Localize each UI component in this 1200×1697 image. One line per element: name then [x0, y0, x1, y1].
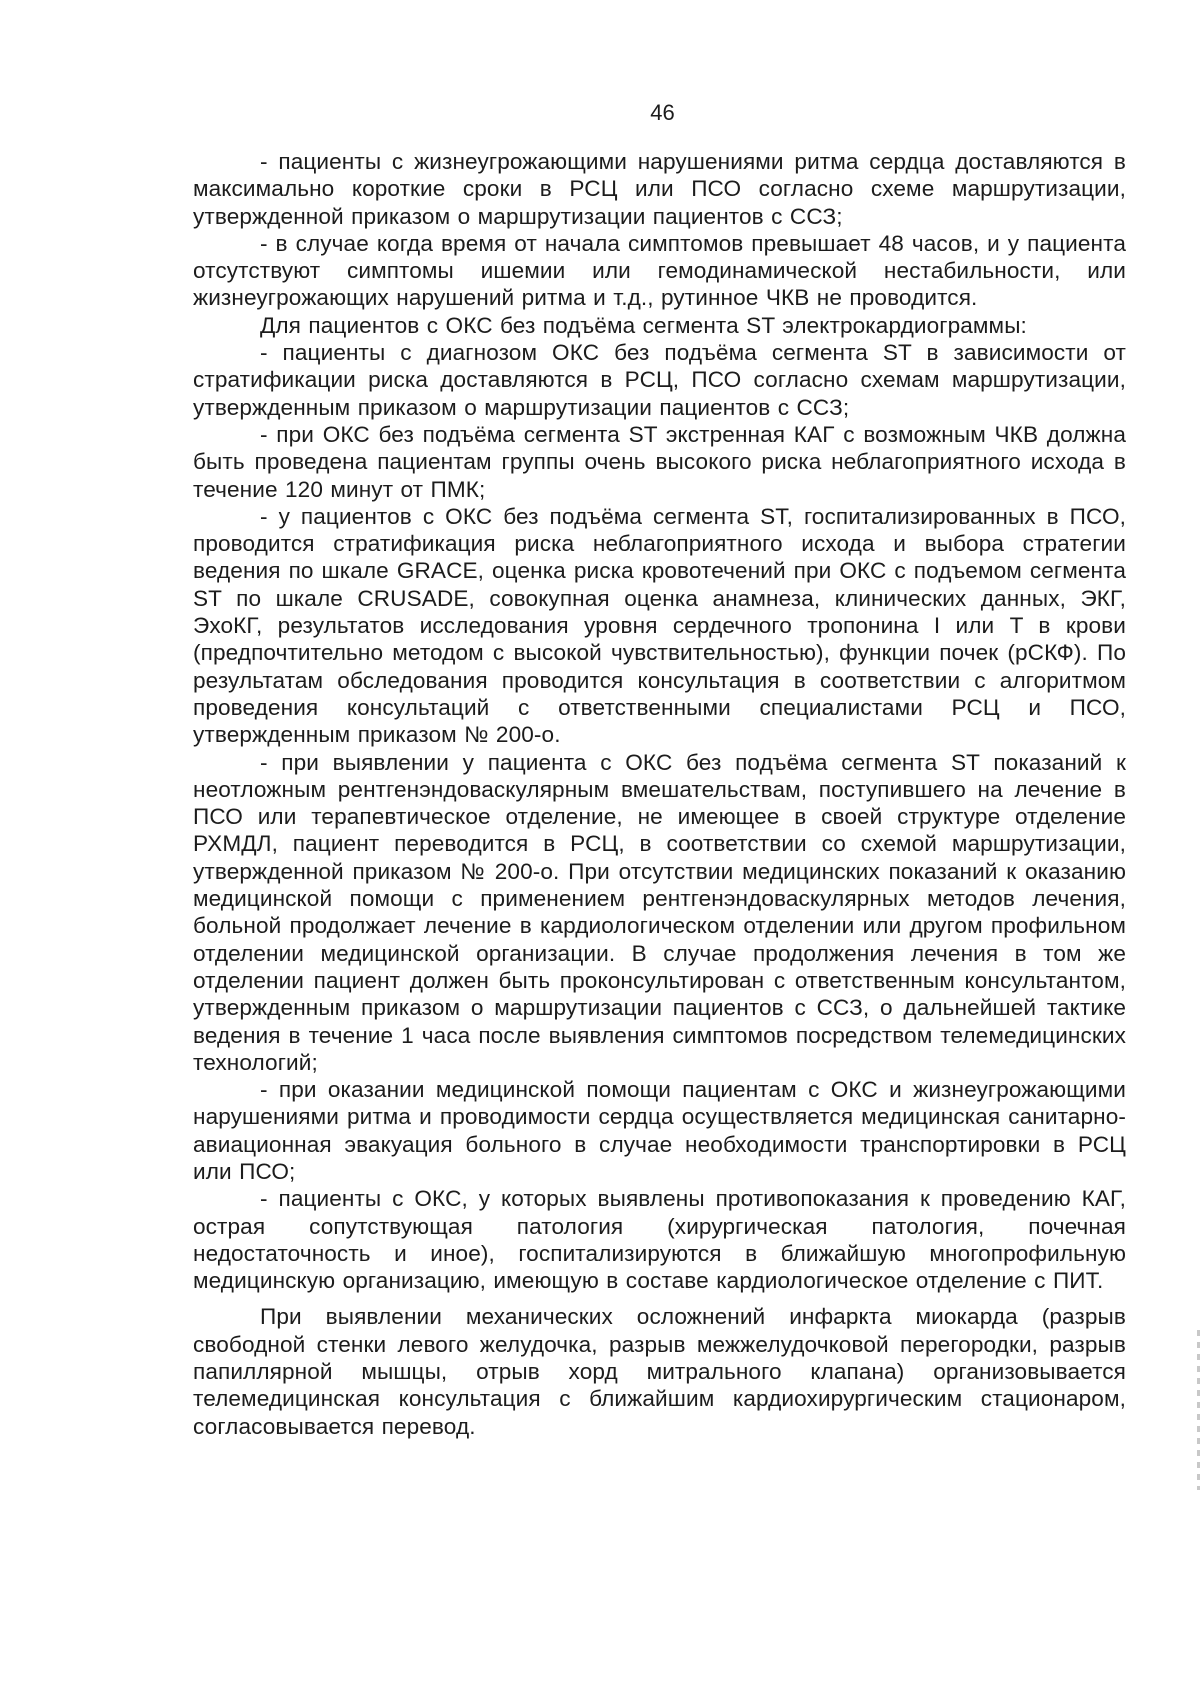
- paragraph-nstemi-heading: Для пациентов с ОКС без подъёма сегмента ST электрокардиограммы:: [260, 312, 1027, 338]
- paragraph-late-presentation: - в случае когда время от начала симптомов превышает 48 часов, и у пациента отсутствуют симптомы ишемии или гемодинамической нестабильности, или жизнеугрожающих нарушений ритма и т.д., рутинное ЧКВ не проводится.: [193, 230, 1126, 311]
- paragraph-mechanical-complications: При выявлении механических осложнений инфаркта миокарда (разрыв свободной стенки левого желудочка, разрыв межжелудочковой перегородки, разрыв папиллярной мышцы, отрыв хорд митрального клапана) организовывается телемедицинская консультация с ближайшим кардиохирургическим стационаром, согласовывается перевод.: [193, 1304, 1126, 1439]
- paragraph-air-evacuation: - при оказании медицинской помощи пациентам с ОКС и жизнеугрожающими нарушениями ритма и проводимости сердца осуществляется медицинская санитарно-авиационная эвакуация больного в случае необходимости транспортировки в РСЦ или ПСО;: [193, 1077, 1126, 1184]
- paragraph-transfer-indications: - при выявлении у пациента с ОКС без подъёма сегмента ST показаний к неотложным рентгенэндоваскулярным вмешательствам, поступившего на лечение в ПСО или терапевтическое отделение, не имеющее в своей структуре отделение РХМДЛ, пациент переводится в РСЦ, в соответствии со схемой маршрутизации, утвержденной приказом № 200-о. При отсутствии медицинских показаний к оказанию медицинской помощи с применением рентгенэндоваскулярных методов лечения, больной продолжает лечение в кардиологическом отделении или другом профильном отделении медицинской организации. В случае продолжения лечения в том же отделении пациент должен быть проконсультирован с ответственным консультантом, утвержденным приказом о маршрутизации пациентов с ССЗ, о дальнейшей тактике ведения в течение 1 часа после выявления симптомов посредством телемедицинских технологий;: [193, 749, 1126, 1075]
- document-body: [193, 148, 1126, 1440]
- paragraph-risk-stratification: - у пациентов с ОКС без подъёма сегмента ST, госпитализированных в ПСО, проводится стратификация риска неблагоприятного исхода и выбора стратегии ведения по шкале GRACE, оценка риска кровотечений при ОКС с подъемом сегмента ST по шкале CRUSADE, совокупная оценка анамнеза, клинических данных, ЭКГ, ЭхоКГ, результатов исследования уровня сердечного тропонина I или T в крови (предпочтительно методом с высокой чувствительностью), функции почек (рСКФ). По результатам обследования проводится консультация в соответствии с алгоритмом проведения консультаций с ответственными специалистами РСЦ и ПСО, утвержденным приказом № 200-о.: [193, 503, 1126, 748]
- paragraph-nstemi-routing: - пациенты с диагнозом ОКС без подъёма сегмента ST в зависимости от стратификации риска доставляются в РСЦ, ПСО согласно схемам маршрутизации, утвержденным приказом о маршрутизации пациентов с ССЗ;: [193, 340, 1126, 420]
- paragraph-urgent-kag: - при ОКС без подъёма сегмента ST экстренная КАГ с возможным ЧКВ должна быть проведена пациентам группы очень высокого риска неблагоприятного исхода в течение 120 минут от ПМК;: [193, 421, 1126, 502]
- paragraph-arrhythmia-routing: - пациенты с жизнеугрожающими нарушениями ритма сердца доставляются в максимально короткие сроки в РСЦ или ПСО согласно схеме маршрутизации, утвержденной приказом о маршрутизации пациентов с ССЗ;: [193, 149, 1126, 229]
- paragraph-contraindications: - пациенты с ОКС, у которых выявлены противопоказания к проведению КАГ, острая сопутствующая патология (хирургическая патология, почечная недостаточность и иное), госпитализируются в ближайшую многопрофильную медицинскую организацию, имеющую в составе кардиологическое отделение с ПИТ.: [193, 1186, 1126, 1294]
- page-number: 46: [650, 100, 675, 125]
